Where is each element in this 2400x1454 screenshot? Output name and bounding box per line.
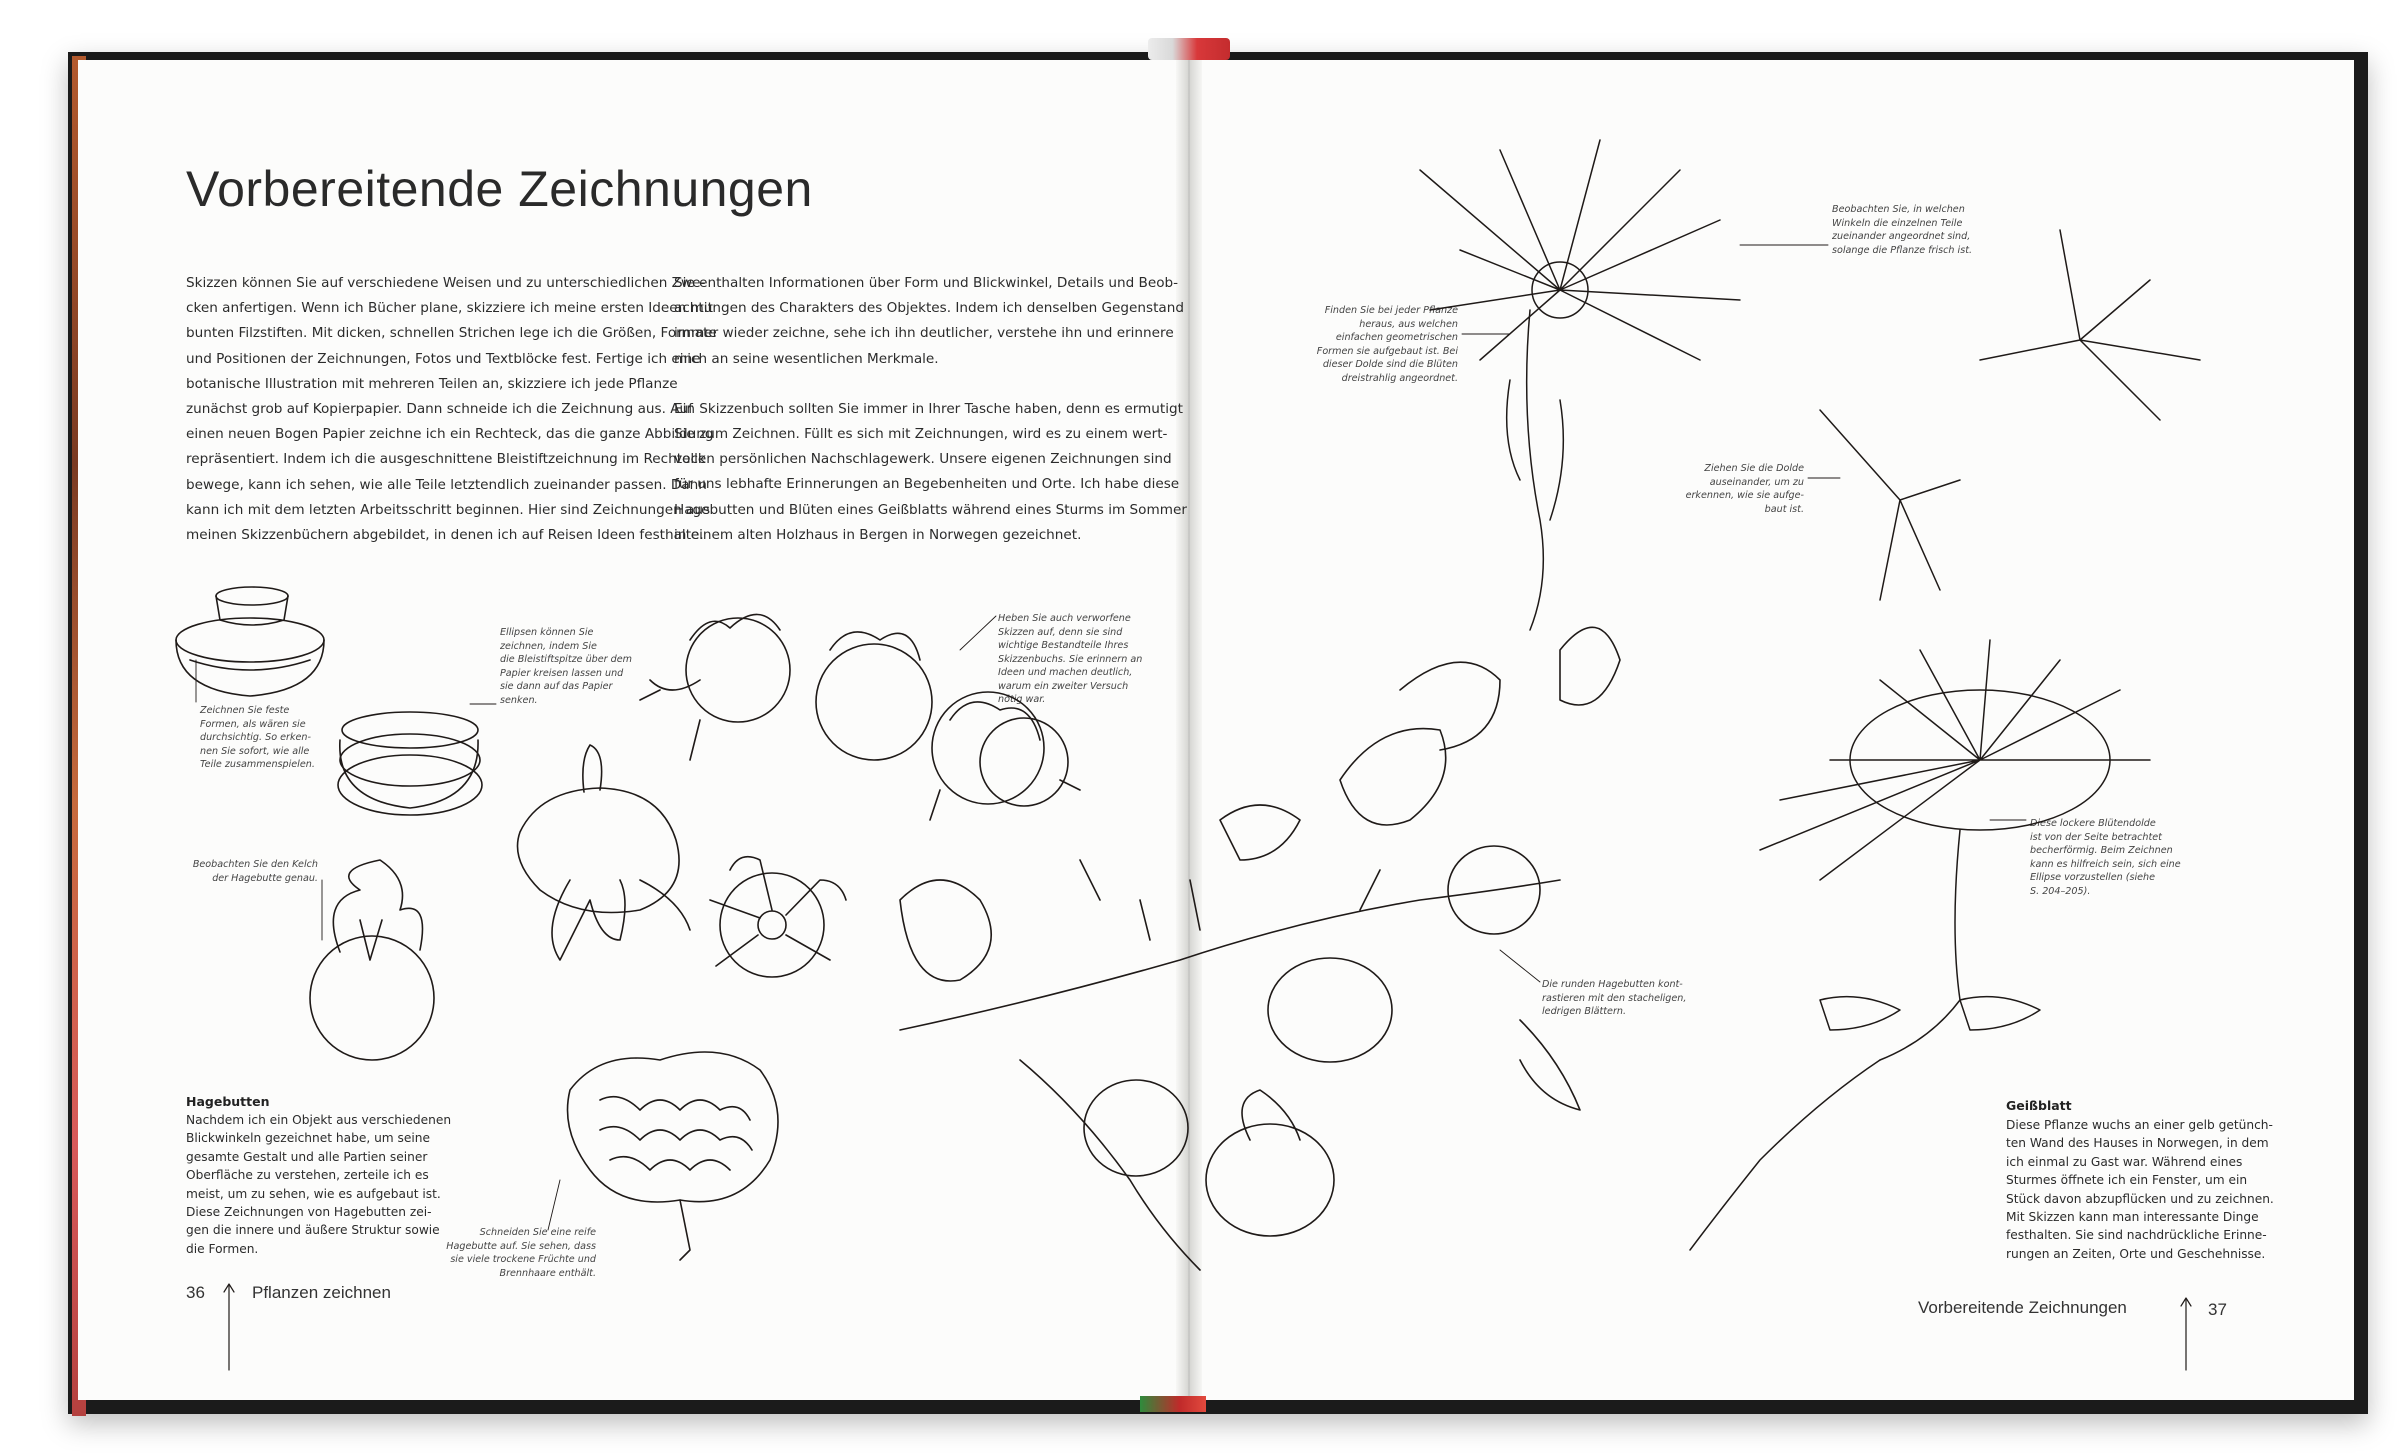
caption-line: ledrigen Blättern. (1542, 1006, 1627, 1017)
running-title-right: Vorbereitende Zeichnungen (1918, 1298, 2127, 1317)
box-heading-geissblatt: Geißblatt (2006, 1098, 2072, 1113)
caption-line: heraus, aus welchen (1359, 318, 1458, 330)
caption-line: Papier kreisen lassen und (500, 667, 624, 679)
caption-line: Ideen und machen deutlich, (998, 667, 1133, 678)
caption-line: ist von der Seite betrachtet (2030, 831, 2162, 843)
text-line: meist, um zu sehen, wie es aufgebaut ist. (186, 1186, 441, 1201)
caption-line: Brennhaare enthält. (499, 1267, 596, 1279)
sketch-hip-cut-open (568, 1052, 779, 1260)
sketch-rose-hips-cluster (640, 614, 1080, 820)
leader-line (960, 616, 996, 650)
caption-line: nötig war. (998, 694, 1046, 705)
sketch-hip-sepals (518, 745, 691, 960)
caption-line: Heben Sie auch verworfene (998, 613, 1131, 624)
caption-line: Formen sie aufgebaut ist. Bei (1316, 345, 1458, 357)
caption-line: wichtige Bestandteile Ihres (998, 640, 1129, 651)
caption-line: Die runden Hagebutten kont- (1542, 979, 1683, 990)
text-line: Stück davon abzupflücken und zu zeichnen. (2006, 1191, 2274, 1206)
box-heading-hagebutten: Hagebutten (186, 1094, 270, 1109)
caption-line: baut ist. (1764, 503, 1804, 515)
text-line: Ein Skizzenbuch sollten Sie immer in Ihrer Tasche haben, denn es ermutigt (674, 400, 1183, 417)
caption-line: Formen, als wären sie (200, 718, 306, 730)
text-line: festhalten. Sie sind nachdrückliche Erinne- (2006, 1228, 2267, 1243)
caption-line: Diese lockere Blütendolde (2030, 818, 2156, 829)
text-line: bewege, kann ich sehen, wie alle Teile letztendlich zueinander passen. Dann (186, 476, 707, 493)
text-line: bunten Filzstiften. Mit dicken, schnellen Strichen lege ich die Größen, Formate (186, 325, 717, 342)
caption-line: kann es hilfreich sein, sich eine (2030, 858, 2181, 870)
sketch-hip-top-view (710, 857, 846, 977)
sketch-honeysuckle-large (1690, 640, 2150, 1250)
text-line: Diese Pflanze wuchs an einer gelb getünch- (2006, 1118, 2273, 1132)
caption-line: der Hagebutte genau. (212, 872, 318, 884)
text-line: meinen Skizzenbüchern abgebildet, in denen ich auf Reisen Ideen festhalte. (186, 527, 704, 544)
caption-line: auseinander, um zu (1709, 476, 1804, 488)
page-title: Vorbereitende Zeichnungen (186, 161, 813, 217)
text-line: mich an seine wesentlichen Merkmale. (674, 350, 939, 367)
caption-line: becherförmig. Beim Zeichnen (2030, 845, 2173, 856)
sketch-honeysuckle-umbel-top (1420, 140, 1740, 630)
text-line: die Formen. (186, 1241, 259, 1256)
caption-line: Teile zusammenspielen. (200, 759, 315, 770)
text-line: zunächst grob auf Kopierpapier. Dann schneide ich die Zeichnung aus. Auf (186, 401, 693, 418)
text-line: Sie zum Zeichnen. Füllt es sich mit Zeichnungen, wird es zu einem wert- (674, 426, 1168, 443)
text-line: gesamte Gestalt und alle Partien seiner (186, 1149, 428, 1164)
sketch-rose-branch (900, 627, 1620, 1270)
caption-line: Zeichnen Sie feste (200, 705, 290, 716)
caption-line: warum ein zweiter Versuch (998, 680, 1129, 692)
text-line: botanische Illustration mit mehreren Teilen an, skizziere ich jede Pflanze (186, 375, 678, 392)
sketch-hip-calyx (310, 860, 434, 1060)
text-line: Oberfläche zu verstehen, zerteile ich es (186, 1168, 429, 1183)
text-line: Sie enthalten Informationen über Form und Blickwinkel, Details und Beob- (674, 275, 1179, 291)
caption-line: nen Sie sofort, wie alle (200, 745, 310, 757)
running-title-left: Pflanzen zeichnen (252, 1283, 391, 1302)
caption-line: Winkeln die einzelnen Teile (1832, 217, 1963, 229)
text-line: Diese Zeichnungen von Hagebutten zei- (186, 1205, 432, 1220)
caption-line: Schneiden Sie eine reife (479, 1227, 596, 1238)
text-line: ten Wand des Hauses in Norwegen, in dem (2006, 1136, 2269, 1151)
text-line: Mit Skizzen kann man interessante Dinge (2006, 1210, 2259, 1225)
text-line: vollen persönlichen Nachschlagewerk. Unsere eigenen Zeichnungen sind (674, 451, 1172, 468)
leader-line (548, 1180, 560, 1230)
text-line: Skizzen können Sie auf verschiedene Weisen und zu unterschiedlichen Zwe- (186, 275, 706, 291)
sketch-pot-ellipses (176, 587, 482, 815)
page-number-right: 37 (2208, 1300, 2227, 1319)
sketch-honeysuckle-small (1820, 230, 2200, 600)
page-number-left: 36 (186, 1283, 205, 1302)
caption-line: Skizzenbuchs. Sie erinnern an (998, 653, 1143, 665)
caption-line: die Bleistiftspitze über dem (500, 654, 632, 665)
text-line: cken anfertigen. Wenn ich Bücher plane, skizziere ich meine ersten Ideen mit (186, 300, 713, 317)
caption-line: zeichnen, indem Sie (500, 640, 597, 652)
text-line: kann ich mit dem letzten Arbeitsschritt beginnen. Hier sind Zeichnungen aus (186, 501, 711, 518)
text-line: gen die innere und äußere Struktur sowie (186, 1223, 440, 1238)
caption-line: Beobachten Sie, in welchen (1832, 204, 1965, 215)
caption-line: Beobachten Sie den Kelch (192, 859, 318, 870)
text-line: immer wieder zeichne, sehe ich ihn deutlicher, verstehe ihn und erinnere (674, 325, 1174, 342)
text-line: ich einmal zu Gast war. Während eines (2006, 1154, 2243, 1169)
caption-line: erkennen, wie sie aufge- (1685, 490, 1804, 501)
caption-line: S. 204–205). (2030, 885, 2091, 897)
caption-line: dreistrahlig angeordnet. (1341, 372, 1458, 384)
caption-line: zueinander angeordnet sind, (1832, 231, 1971, 242)
caption-line: Ellipsen können Sie (500, 627, 594, 638)
text-line: achtungen des Charakters des Objektes. Indem ich denselben Gegenstand (674, 300, 1184, 317)
text-line: einen neuen Bogen Papier zeichne ich ein Rechteck, das die ganze Abbildung (186, 426, 714, 443)
caption-line: Skizzen auf, denn sie sind (998, 626, 1123, 638)
caption-line: einfachen geometrischen (1335, 332, 1458, 343)
caption-line: Hagebutte auf. Sie sehen, dass (446, 1240, 596, 1252)
text-line: Nachdem ich ein Objekt aus verschiedenen (186, 1113, 452, 1127)
text-line: Hagebutten und Blüten eines Geißblatts während eines Sturms im Sommer (674, 501, 1187, 518)
text-line: rungen an Zeiten, Orte und Geschehnisse. (2006, 1246, 2266, 1261)
caption-line: Finden Sie bei jeder Pflanze (1324, 305, 1458, 316)
text-line: für uns lebhafte Erinnerungen an Begebenheiten und Orte. Ich habe diese (674, 476, 1180, 493)
caption-line: solange die Pflanze frisch ist. (1832, 244, 1973, 256)
caption-line: Ellipse vorzustellen (siehe (2030, 872, 2156, 883)
leader-line (1500, 950, 1540, 982)
text-line: Blickwinkeln gezeichnet habe, um seine (186, 1131, 430, 1146)
caption-line: dieser Dolde sind die Blüten (1322, 359, 1458, 370)
caption-line: sie viele trockene Früchte und (450, 1254, 596, 1265)
caption-line: sie dann auf das Papier (500, 681, 613, 692)
text-line: Sturmes öffnete ich ein Fenster, um ein (2006, 1173, 2248, 1188)
text-line: und Positionen der Zeichnungen, Fotos und Textblöcke fest. Fertige ich eine (186, 350, 701, 367)
caption-line: senken. (500, 694, 538, 706)
text-line: repräsentiert. Indem ich die ausgeschnittene Bleistiftzeichnung im Rechteck (186, 451, 706, 468)
caption-line: rastieren mit den stacheligen, (1542, 992, 1687, 1004)
caption-line: durchsichtig. So erken- (200, 732, 311, 743)
caption-line: Ziehen Sie die Dolde (1704, 463, 1804, 474)
text-line: in einem alten Holzhaus in Bergen in Norwegen gezeichnet. (674, 526, 1082, 543)
